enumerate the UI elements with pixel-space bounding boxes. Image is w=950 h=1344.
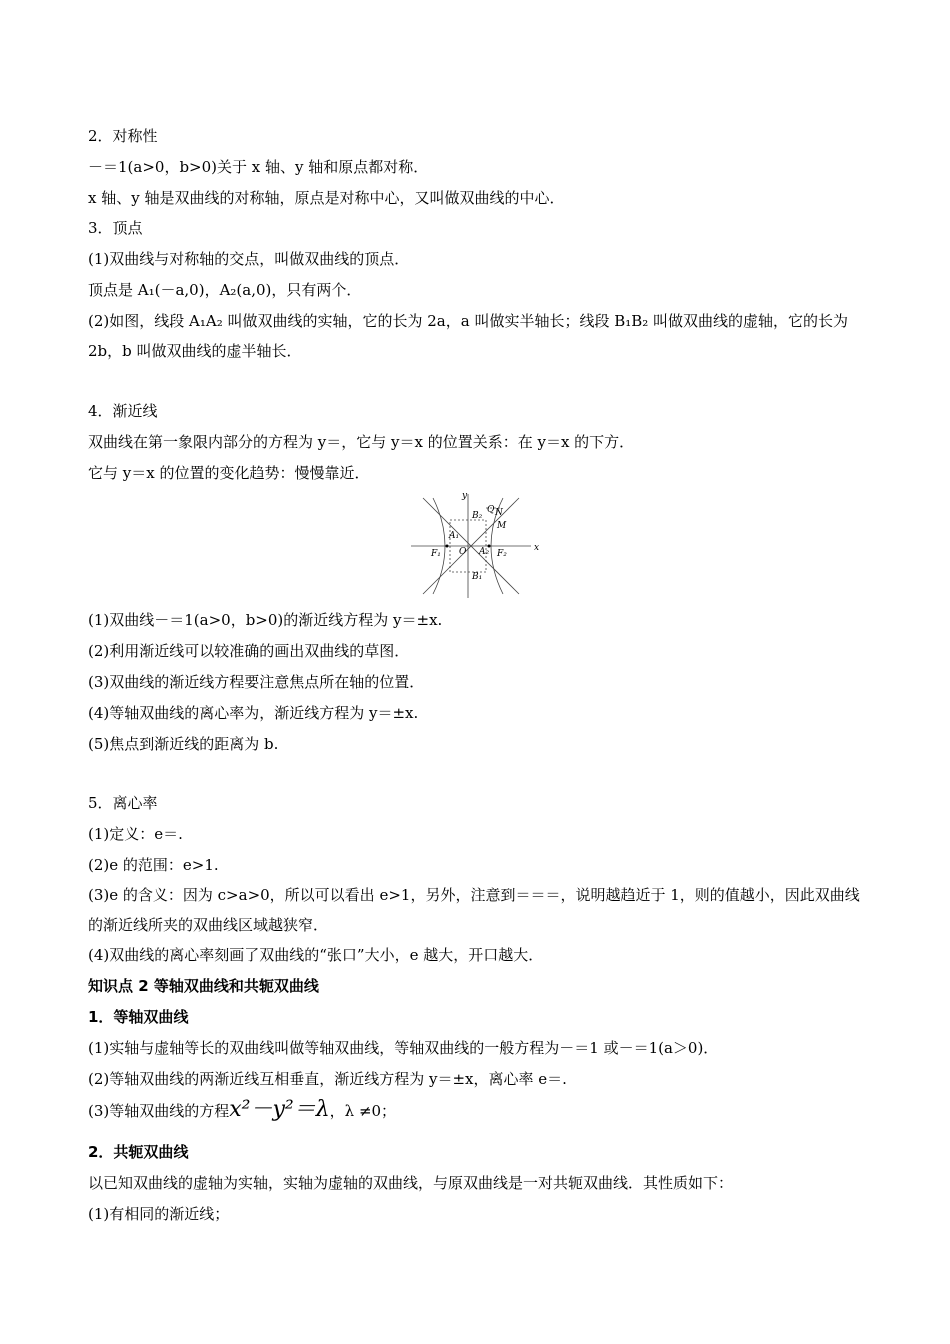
conjugate-line-2: (1)有相同的渐近线； xyxy=(88,1205,230,1223)
vertex-line-3: (2)如图，线段 A₁A₂ 叫做双曲线的实轴，它的长为 2a，a 叫做实半轴长；线段 B₁B₂ 叫做双曲线的虚轴，它的长为 2b，b 叫做双曲线的虚半轴长． xyxy=(88,312,849,360)
eccentricity-line-3: (3)e 的含义：因为 c>a>0，所以可以看出 e>1，另外，注意到＝＝＝，说明越趋近于 1，则的值越小，因此双曲线的渐近线所夹的双曲线区域越狭窄． xyxy=(88,886,860,934)
equiaxial-line-3-suffix: ，λ ≠0； xyxy=(329,1102,397,1120)
equiaxial-line-3 xyxy=(88,1097,397,1122)
eccentricity-title: 5．离心率 xyxy=(88,794,158,812)
asymptote-title: 4．渐近线 xyxy=(88,402,158,420)
label-y: y xyxy=(462,491,468,501)
equiaxial-line-1: (1)实轴与虚轴等长的双曲线叫做等轴双曲线，等轴双曲线的一般方程为－＝1 或－＝1(a＞0)． xyxy=(88,1039,719,1057)
vertex-line-1: (1)双曲线与对称轴的交点，叫做双曲线的顶点． xyxy=(88,250,410,268)
conjugate-subtitle: 2．共轭双曲线 xyxy=(88,1143,189,1161)
equiaxial-formula: x²－y²＝λ xyxy=(229,1097,330,1122)
asymptote-line-1: 双曲线在第一象限内部分的方程为 y＝，它与 y＝x 的位置关系：在 y＝x 的下方． xyxy=(88,433,635,451)
asymptote-item-5: (5)焦点到渐近线的距离为 b. xyxy=(88,735,279,753)
eccentricity-line-1: (1)定义：e＝. xyxy=(88,825,183,843)
equiaxial-line-3-prefix: (3)等轴双曲线的方程 xyxy=(88,1102,230,1120)
asymptote-line-2: 它与 y＝x 的位置的变化趋势：慢慢靠近． xyxy=(88,464,370,482)
equiaxial-subtitle: 1．等轴双曲线 xyxy=(88,1008,189,1026)
symmetry-line-2: x 轴、y 轴是双曲线的对称轴，原点是对称中心，又叫做双曲线的中心． xyxy=(88,189,565,207)
label-a1: A₁ xyxy=(449,531,460,541)
label-b2: B₂ xyxy=(472,511,483,521)
symmetry-line-1: －＝1(a>0，b>0)关于 x 轴、y 轴和原点都对称． xyxy=(88,158,429,176)
asymptote-item-3: (3)双曲线的渐近线方程要注意焦点所在轴的位置． xyxy=(88,673,425,691)
label-q: Q xyxy=(487,505,495,515)
asymptote-item-2: (2)利用渐近线可以较准确的画出双曲线的草图． xyxy=(88,642,410,660)
eccentricity-line-2: (2)e 的范围：e>1. xyxy=(88,856,219,874)
label-b1: B₁ xyxy=(472,572,483,582)
label-f1: F₁ xyxy=(431,549,441,559)
eccentricity-line-4: (4)双曲线的离心率刻画了双曲线的“张口”大小，e 越大，开口越大． xyxy=(88,946,544,964)
hyperbola-figure xyxy=(411,490,545,602)
conjugate-line-1: 以已知双曲线的虚轴为实轴，实轴为虚轴的双曲线，与原双曲线是一对共轭双曲线．其性质如下： xyxy=(88,1174,734,1192)
label-m: M xyxy=(497,521,507,531)
label-x: x xyxy=(534,543,540,553)
knowledge-point-2-title: 知识点 2 等轴双曲线和共轭双曲线 xyxy=(88,977,319,995)
vertex-line-2: 顶点是 A₁(－a,0)，A₂(a,0)，只有两个． xyxy=(88,281,362,299)
asymptote-item-1: (1)双曲线－＝1(a>0，b>0)的渐近线方程为 y＝±x. xyxy=(88,611,443,629)
label-o: O xyxy=(459,547,467,557)
label-n: N xyxy=(495,508,503,518)
symmetry-title: 2．对称性 xyxy=(88,127,158,145)
focus-f1-point xyxy=(446,545,449,548)
asymptote-item-4: (4)等轴双曲线的离心率为，渐近线方程为 y＝±x. xyxy=(88,704,419,722)
equiaxial-line-2: (2)等轴双曲线的两渐近线互相垂直，渐近线方程为 y＝±x，离心率 e＝. xyxy=(88,1070,567,1088)
label-a2: A₂ xyxy=(479,547,490,557)
label-f2: F₂ xyxy=(497,549,507,559)
vertex-title: 3．顶点 xyxy=(88,219,143,237)
